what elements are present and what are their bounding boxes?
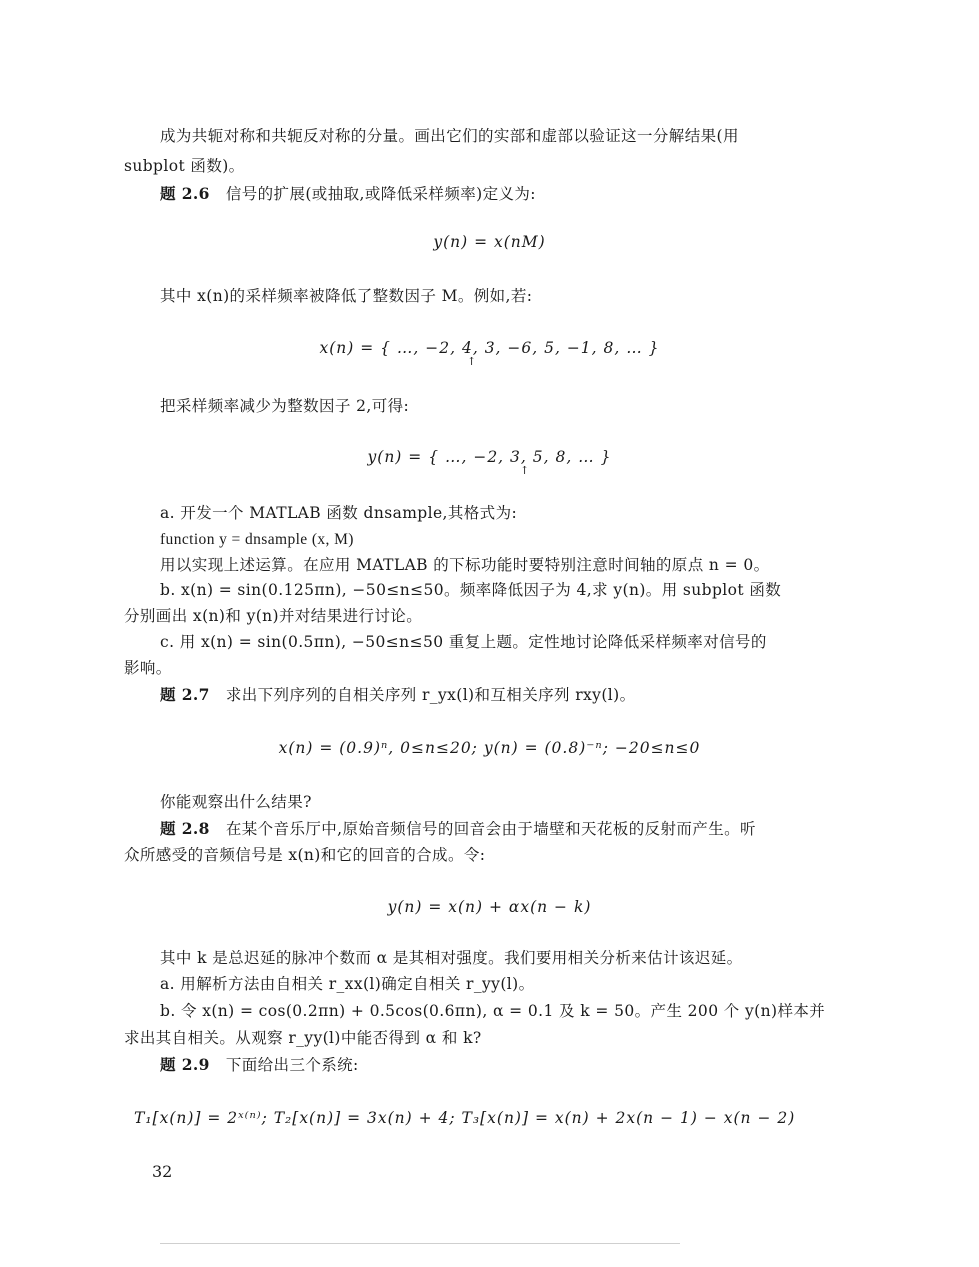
origin-arrow-icon: ↑	[467, 355, 477, 368]
equation-echo: y(n) = x(n) + αx(n − k)	[387, 898, 592, 916]
scan-artifact	[160, 1243, 680, 1244]
paragraph-line: 成为共轭对称和共轭反对称的分量。画出它们的实部和虚部以验证这一分解结果(用	[160, 127, 739, 145]
problem-text: 信号的扩展(或抽取,或降低采样频率)定义为:	[225, 185, 536, 203]
equation-sequences: x(n) = (0.9)ⁿ, 0≤n≤20; y(n) = (0.8)⁻ⁿ; −20≤n≤0	[278, 739, 701, 757]
problem-number: 题 2.9	[160, 1055, 210, 1074]
code-line: function y = dnsample (x, M)	[160, 531, 354, 548]
paragraph-line: 把采样频率减少为整数因子 2,可得:	[160, 397, 410, 415]
problem-2-7-heading	[160, 685, 635, 705]
paragraph-line: subplot 函数)。	[124, 157, 245, 175]
paragraph-line: a. 开发一个 MATLAB 函数 dnsample,其格式为:	[160, 504, 518, 522]
paragraph-line: a. 用解析方法由自相关 r_xx(l)确定自相关 r_yy(l)。	[160, 975, 535, 993]
paragraph-line: 其中 x(n)的采样频率被降低了整数因子 M。例如,若:	[160, 287, 533, 305]
problem-number: 题 2.6	[160, 184, 210, 203]
problem-text: 在某个音乐厅中,原始音频信号的回音会由于墙壁和天花板的反射而产生。听	[225, 820, 756, 838]
paragraph-line: 用以实现上述运算。在应用 MATLAB 的下标功能时要特别注意时间轴的原点 n = 0。	[160, 556, 770, 574]
paragraph-line: 众所感受的音频信号是 x(n)和它的回音的合成。令:	[124, 846, 486, 864]
problem-number: 题 2.7	[160, 685, 210, 704]
equation-y-sequence: y(n) = { …, −2, 3, 5, 8, … }	[367, 448, 612, 466]
problem-2-9-heading	[160, 1055, 359, 1075]
problem-2-6-heading	[160, 184, 536, 204]
page-number: 32	[152, 1162, 173, 1181]
paragraph-line: c. 用 x(n) = sin(0.5πn), −50≤n≤50 重复上题。定性地讨论降低采样频率对信号的	[160, 633, 767, 651]
paragraph-line: 影响。	[124, 659, 172, 677]
equation-systems: T₁[x(n)] = 2ˣ⁽ⁿ⁾; T₂[x(n)] = 3x(n) + 4; T₃[x(n)] = x(n) + 2x(n − 1) − x(n − 2)	[134, 1109, 796, 1127]
origin-arrow-icon: ↑	[520, 464, 530, 477]
paragraph-line: 你能观察出什么结果?	[160, 793, 312, 811]
paragraph-line: 求出其自相关。从观察 r_yy(l)中能否得到 α 和 k?	[124, 1029, 482, 1047]
problem-text: 下面给出三个系统:	[225, 1056, 359, 1074]
equation-x-sequence: x(n) = { …, −2, 4, 3, −6, 5, −1, 8, … }	[319, 339, 660, 357]
paragraph-line: b. x(n) = sin(0.125πn), −50≤n≤50。频率降低因子为 4,求 y(n)。用 subplot 函数	[160, 581, 782, 599]
paragraph-line: 分别画出 x(n)和 y(n)并对结果进行讨论。	[124, 607, 423, 625]
paragraph-line: 其中 k 是总迟延的脉冲个数而 α 是其相对强度。我们要用相关分析来估计该迟延。	[160, 949, 743, 967]
paragraph-line: b. 令 x(n) = cos(0.2πn) + 0.5cos(0.6πn), α = 0.1 及 k = 50。产生 200 个 y(n)样本并	[160, 1002, 826, 1020]
problem-number: 题 2.8	[160, 819, 210, 838]
equation-downsample: y(n) = x(nM)	[433, 233, 546, 251]
problem-2-8-heading	[160, 819, 756, 839]
problem-text: 求出下列序列的自相关序列 r_yx(l)和互相关序列 rxy(l)。	[225, 686, 636, 704]
